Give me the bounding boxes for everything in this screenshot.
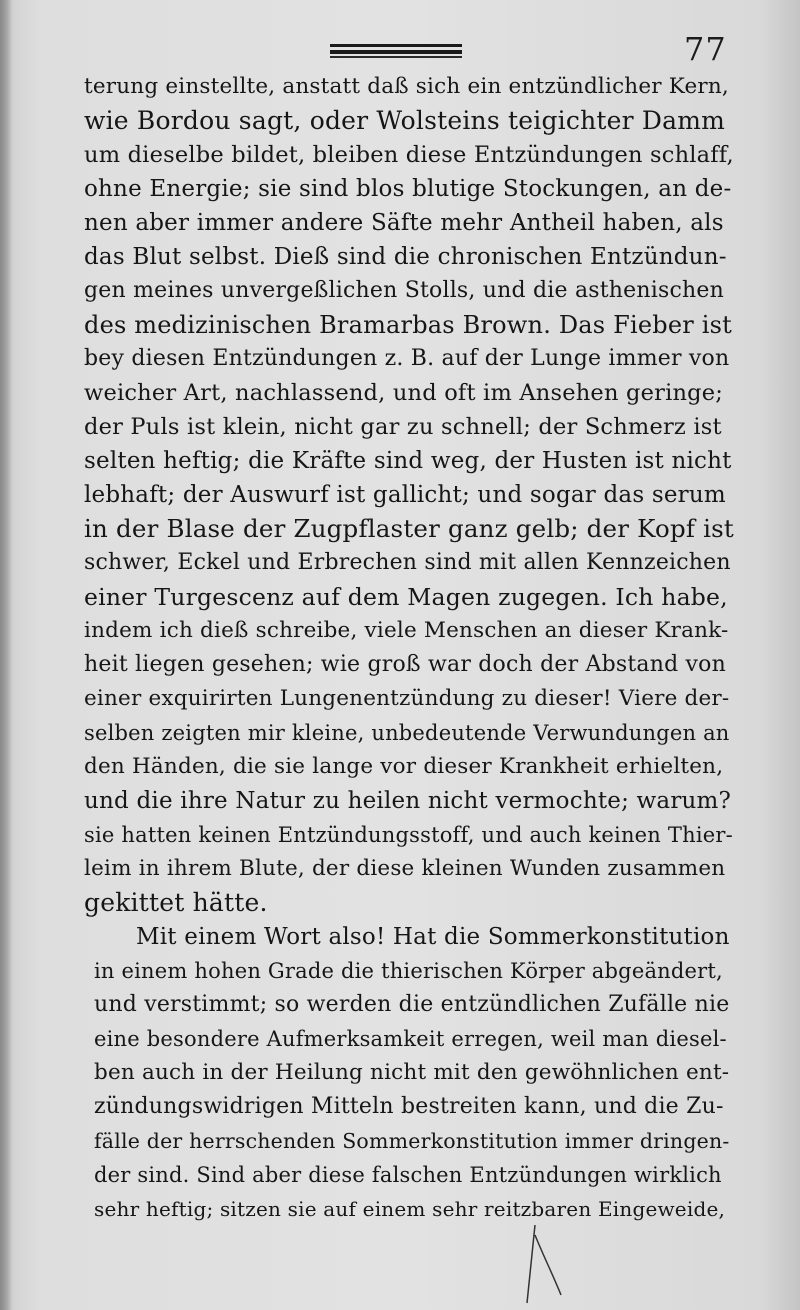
ornament-rule <box>330 50 462 54</box>
text-line: zündungswidrigen Mitteln bestreiten kann, und die Zu- <box>94 1094 724 1119</box>
page-number: 77 <box>684 30 727 68</box>
ornament-rule <box>330 44 462 47</box>
text-line: nen aber immer andere Säfte mehr Antheil haben, als <box>84 210 724 236</box>
text-line: sie hatten keinen Entzündungsstoff, und auch keinen Thier- <box>84 823 733 847</box>
text-line: der Puls ist klein, nicht gar zu schnell; der Schmerz ist <box>84 414 722 440</box>
text-line: bey diesen Entzündungen z. B. auf der Lunge immer von <box>84 346 730 371</box>
text-line: und die ihre Natur zu heilen nicht vermochte; warum? <box>84 788 732 814</box>
gutter-shadow <box>0 0 12 1310</box>
text-line: weicher Art, nachlassend, und oft im Ansehen geringe; <box>84 380 724 406</box>
text-line: indem ich dieß schreibe, viele Menschen an dieser Krank- <box>84 618 729 643</box>
text-line: ben auch in der Heilung nicht mit den gewöhnlichen ent- <box>94 1060 730 1085</box>
text-line: selben zeigten mir kleine, unbedeutende Verwundungen an <box>84 721 730 745</box>
text-line: ohne Energie; sie sind blos blutige Stockungen, an de- <box>84 176 732 202</box>
text-line: des medizinischen Bramarbas Brown. Das Fieber ist <box>84 311 732 339</box>
text-line: wie Bordou sagt, oder Wolsteins teigichter Damm <box>84 106 726 135</box>
text-line: terung einstellte, anstatt daß sich ein entzündlicher Kern, <box>84 74 729 99</box>
text-line: fälle der herrschenden Sommerkonstitution immer dringen- <box>94 1129 730 1153</box>
text-line: in der Blase der Zugpflaster ganz gelb; der Kopf ist <box>84 514 734 543</box>
text-line: schwer, Eckel und Erbrechen sind mit allen Kennzeichen <box>84 550 731 575</box>
text-line: und verstimmt; so werden die entzündlichen Zufälle nie <box>94 992 730 1017</box>
text-line: sehr heftig; sitzen sie auf einem sehr reitzbaren Eingeweide, <box>94 1197 726 1221</box>
pen-mark <box>515 1225 575 1305</box>
text-line: selten heftig; die Kräfte sind weg, der Husten ist nicht <box>84 448 732 474</box>
text-line: lebhaft; der Auswurf ist gallicht; und sogar das serum <box>84 482 726 508</box>
text-line: den Händen, die sie lange vor dieser Krankheit erhielten, <box>84 754 724 779</box>
text-line: der sind. Sind aber diese falschen Entzündungen wirklich <box>94 1163 722 1187</box>
text-line: eine besondere Aufmerksamkeit erregen, weil man diesel- <box>94 1027 727 1051</box>
text-line: um dieselbe bildet, bleiben diese Entzündungen schlaff, <box>84 142 734 168</box>
header-ornament <box>330 42 462 60</box>
text-line: leim in ihrem Blute, der diese kleinen Wunden zusammen <box>84 856 726 881</box>
text-line: in einem hohen Grade die thierischen Körper abgeändert, <box>94 959 723 983</box>
text-line: das Blut selbst. Dieß sind die chronischen Entzündun- <box>84 244 727 270</box>
text-line: gekittet hätte. <box>84 888 268 917</box>
text-line-indented: Mit einem Wort also! Hat die Sommerkonstitution <box>136 924 730 950</box>
text-line: einer exquirirten Lungenentzündung zu dieser! Viere der- <box>84 686 730 711</box>
text-line: heit liegen gesehen; wie groß war doch der Abstand von <box>84 652 726 677</box>
text-line: einer Turgescenz auf dem Magen zugegen. Ich habe, <box>84 583 728 611</box>
text-line: gen meines unvergeßlichen Stolls, und die asthenischen <box>84 278 724 303</box>
ornament-rule <box>330 56 462 58</box>
